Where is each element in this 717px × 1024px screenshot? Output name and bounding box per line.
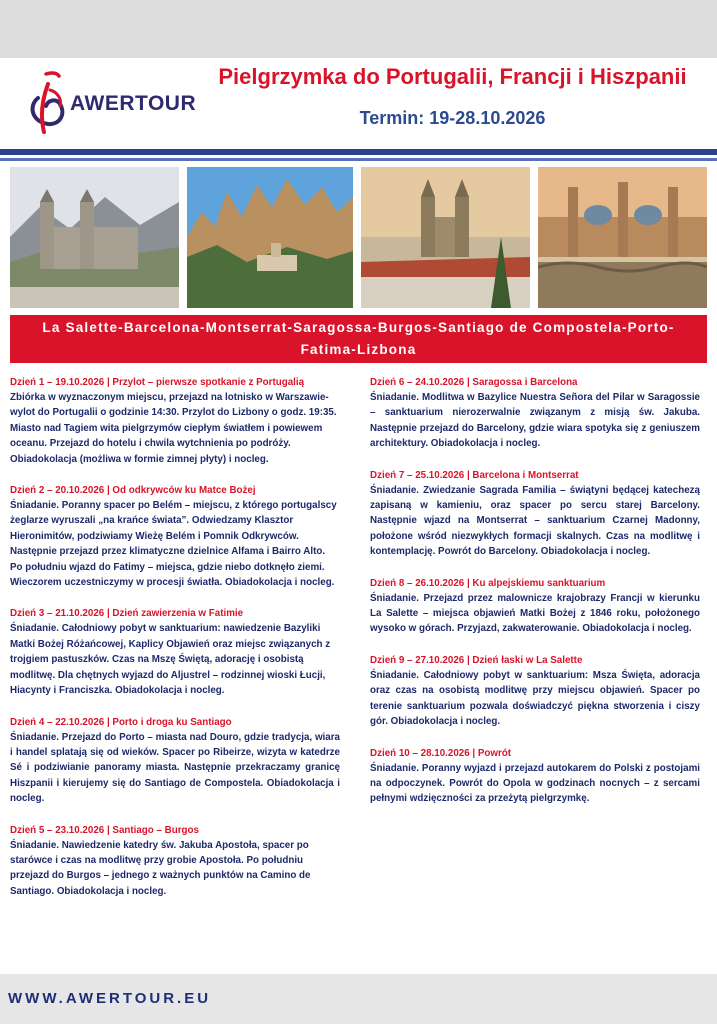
day-section [370,375,700,452]
trip-dates: Termin: 19-28.10.2026 [359,108,546,128]
day-description: Zbiórka w wyznaczonym miejscu, przejazd na lotnisko w Warszawie- wylot do Portugalii o godzinie 14:30. Przylot do Lizbony o godz. 19:35. Miasto nad Tagiem wita pielgrzymów ciepłym światłem i powiewem oceanu. Przejazd do hotelu i chwila wytchnienia po podróży. Obiadokolacja (możliwa w formie zimnej płyty) i nocleg. [10,392,337,465]
day-heading: Dzień 7 – 25.10.2026 | Barcelona i Montserrat [370,469,579,481]
itinerary-left-column [10,375,340,915]
route-line-1: La Salette-Barcelona-Montserrat-Saragossa-Burgos-Santiago de Compostela-Porto- [42,320,675,335]
day-description: Śniadanie. Nawiedzenie katedry św. Jakuba Apostoła, spacer po starówce i czas na modlitwę przy grobie Apostoła. Po południu przejazd do Burgos – jednego z ważnych punktów na Camino de Santiago. Obiadokolacja i nocleg. [10,839,311,897]
day-description: Śniadanie. Poranny spacer po Belém – miejscu, z którego portugalscy żeglarze wyruszali „na krańce świata”. Odwiedzamy Klasztor Hieronimitów, podziwiamy Wieżę Belém i Pomnik Odkrywców. Następnie przejazd przez klimatyczne dzielnice Alfama i Bairro Alto. Po południu wjazd do Fatimy – miejsca, gdzie niebo dotknęło ziemi. Wieczorem uczestniczymy w procesji światła. Obiadokolacja i nocleg. [10,500,337,589]
logo-wordmark: AWERTOUR [70,92,197,115]
day-section [370,746,700,807]
day-heading: Dzień 10 – 28.10.2026 | Powrót [370,747,512,759]
page-title: Pielgrzymka do Portugalii, Francji i Hiszpanii [218,64,687,89]
day-heading: Dzień 2 – 20.10.2026 | Od odkrywców ku Matce Bożej [10,485,256,497]
top-gray-band [0,0,717,58]
day-description: Śniadanie. Całodniowy pobyt w sanktuarium: nawiedzenie Bazyliki Matki Bożej Różańcowej, Kaplicy Objawień oraz miejsc związanych z trojgiem pastuszków. Czas na Mszę Świętą, adorację i osobistą modlitwę. Dla chętnych wyjazd do Aljustrel – rodzinnej wioski Łucji, Hiacynty i Franciszka. Obiadokolacja i nocleg. [10,623,331,697]
route-banner [10,315,707,363]
header-divider [0,149,717,155]
day-description: Śniadanie. Poranny wyjazd i przejazd autokarem do Polski z postojami na odpoczynek. Powrót do Opola w godzinach nocnych – z sercami pełnymi wdzięczności za przeżytą pielgrzymkę. [370,762,700,805]
la-salette-basilica-photo [10,167,179,308]
day-heading: Dzień 3 – 21.10.2026 | Dzień zawierzenia w Fatimie [10,608,244,620]
day-description: Śniadanie. Zwiedzanie Sagrada Familia – świątyni będącej katechezą zapisaną w kamieniu, oraz spacer po sercu starej Barcelony. Następnie wjazd na Montserrat – sanktuarium Czarnej Madonny, położone wśród niezwykłych formacji skalnych. Czas na modlitwę i kontemplację. Powrót do Barcelony. Obiadokolacja i nocleg. [370,484,700,558]
day-heading: Dzień 5 – 23.10.2026 | Santiago – Burgos [10,824,199,836]
day-heading: Dzień 9 – 27.10.2026 | Dzień łaski w La Salette [370,654,583,666]
awertour-logo[interactable] [24,70,197,136]
day-heading: Dzień 4 – 22.10.2026 | Porto i droga ku Santiago [10,716,232,728]
zaragoza-basilica-photo [538,167,707,308]
route-line-2: Fatima-Lizbona [300,342,417,357]
montserrat-mountains-photo [187,167,353,308]
day-section [370,468,700,560]
itinerary-right-column [370,375,700,823]
day-section [10,606,340,698]
website-link[interactable]: WWW.AWERTOUR.EU [8,990,212,1007]
day-section [370,653,700,730]
day-description: Śniadanie. Przejazd przez malownicze krajobrazy Francji w kierunku La Salette – miejsca objawień Matki Bożej z 1846 roku, położonego wysoko w górach. Przyjazd, zakwaterowanie. Obiadokolacja i nocleg. [370,592,700,635]
day-description: Śniadanie. Całodniowy pobyt w sanktuarium: Msza Święta, adoracja oraz czas na osobistą modlitwę przy miejscu objawień. Spacer po terenie sanktuarium pozwala doświadczyć piękna stworzenia i ciszy gór. Obiadokolacja i nocleg. [370,669,700,728]
day-heading: Dzień 8 – 26.10.2026 | Ku alpejskiemu sanktuarium [370,577,606,589]
day-section [10,483,340,590]
day-description: Śniadanie. Przejazd do Porto – miasta nad Douro, gdzie tradycja, wiara i handel splatają się od wieków. Spacer po Ribeirze, wizyta w katedrze Sé i podziwianie panoramy miasta. Następnie przekraczamy granicę Hiszpanii i kierujemy się do Santiago de Compostela. Obiadokolacja i nocleg. [10,731,340,805]
day-section [370,576,700,637]
santiago-cathedral-photo [361,167,530,308]
day-heading: Dzień 6 – 24.10.2026 | Saragossa i Barcelona [370,377,578,388]
day-heading: Dzień 1 – 19.10.2026 | Przylot – pierwsze spotkanie z Portugalią [10,377,305,388]
day-description: Śniadanie. Modlitwa w Bazylice Nuestra Señora del Pilar w Saragossie – sanktuarium nierozerwalnie związanym z misją św. Jakuba. Następnie przejazd do Barcelony, gdzie wiara spotyka się z geniuszem architektury. Obiadokolacja i nocleg. [370,392,700,450]
day-section [10,375,340,467]
header-divider-thin [0,158,717,161]
day-section [10,715,340,807]
awertour-swirl-logo [24,70,74,136]
day-section [10,823,340,900]
